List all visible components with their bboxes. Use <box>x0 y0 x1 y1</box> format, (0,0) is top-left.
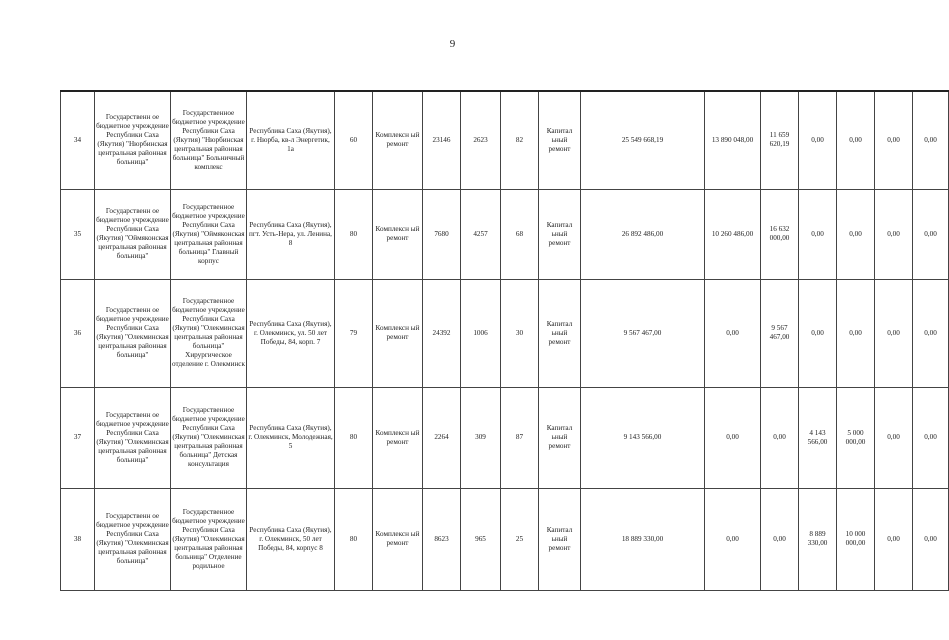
funding-year-2: 0,00 <box>761 488 799 590</box>
funding-year-2: 11 659 620,19 <box>761 91 799 189</box>
funding-year-1: 0,00 <box>705 387 761 488</box>
total-cost: 18 889 330,00 <box>581 488 705 590</box>
total-area: 8623 <box>423 488 461 590</box>
work-type: Комплексн ый ремонт <box>373 387 423 488</box>
object-address: Республика Саха (Якутия), г. Олекминск, Молодежная, 5 <box>247 387 335 488</box>
funding-year-1: 0,00 <box>705 279 761 387</box>
funding-year-2: 16 632 000,00 <box>761 189 799 279</box>
object-name: Государственное бюджетное учреждение Республики Саха (Якутия) "Нюрбинская центральная районная больница" Больничный комплекс <box>171 91 247 189</box>
object-name: Государственное бюджетное учреждение Республики Саха (Якутия) "Олекминская центральная районная больница" Детская консультация <box>171 387 247 488</box>
funding-year-3: 4 143 566,00 <box>799 387 837 488</box>
row-number: 34 <box>61 91 95 189</box>
table-row <box>61 488 949 590</box>
wear-percent: 60 <box>335 91 373 189</box>
total-area: 7680 <box>423 189 461 279</box>
work-type: Комплексн ый ремонт <box>373 488 423 590</box>
repair-kind: Капитал ьный ремонт <box>539 91 581 189</box>
total-area: 24392 <box>423 279 461 387</box>
funding-year-4: 10 000 000,00 <box>837 488 875 590</box>
funding-year-5: 0,00 <box>875 91 913 189</box>
total-area: 23146 <box>423 91 461 189</box>
readiness-percent: 68 <box>501 189 539 279</box>
funding-year-5: 0,00 <box>875 279 913 387</box>
funding-year-6: 0,00 <box>913 189 949 279</box>
funding-year-1: 0,00 <box>705 488 761 590</box>
institution-name: Государственн ое бюджетное учреждение Республики Саха (Якутия) "Нюрбинская центральная районная больница" <box>95 91 171 189</box>
funding-year-1: 10 260 486,00 <box>705 189 761 279</box>
repair-kind: Капитал ьный ремонт <box>539 387 581 488</box>
funding-year-6: 0,00 <box>913 488 949 590</box>
repair-volume: 309 <box>461 387 501 488</box>
total-cost: 9 143 566,00 <box>581 387 705 488</box>
readiness-percent: 87 <box>501 387 539 488</box>
repair-volume: 965 <box>461 488 501 590</box>
object-name: Государственное бюджетное учреждение Республики Саха (Якутия) "Олекминская центральная районная больница" Отделение родильное <box>171 488 247 590</box>
work-type: Комплексн ый ремонт <box>373 91 423 189</box>
row-number: 36 <box>61 279 95 387</box>
wear-percent: 80 <box>335 488 373 590</box>
row-number: 38 <box>61 488 95 590</box>
table-body <box>61 91 949 590</box>
repair-kind: Капитал ьный ремонт <box>539 279 581 387</box>
funding-year-4: 0,00 <box>837 189 875 279</box>
institution-name: Государственн ое бюджетное учреждение Республики Саха (Якутия) "Оймяконская центральная районная больница" <box>95 189 171 279</box>
funding-year-6: 0,00 <box>913 279 949 387</box>
repair-volume: 2623 <box>461 91 501 189</box>
work-type: Комплексн ый ремонт <box>373 189 423 279</box>
table-row <box>61 189 949 279</box>
table-row <box>61 279 949 387</box>
work-type: Комплексн ый ремонт <box>373 279 423 387</box>
funding-year-4: 5 000 000,00 <box>837 387 875 488</box>
repair-program-table <box>60 90 949 591</box>
wear-percent: 80 <box>335 189 373 279</box>
readiness-percent: 25 <box>501 488 539 590</box>
institution-name: Государственн ое бюджетное учреждение Республики Саха (Якутия) "Олекминская центральная районная больница" <box>95 279 171 387</box>
object-address: Республика Саха (Якутия), пгт. Усть-Нера, ул. Ленина, 8 <box>247 189 335 279</box>
funding-year-6: 0,00 <box>913 91 949 189</box>
row-number: 37 <box>61 387 95 488</box>
funding-year-6: 0,00 <box>913 387 949 488</box>
funding-year-3: 0,00 <box>799 189 837 279</box>
funding-year-2: 9 567 467,00 <box>761 279 799 387</box>
object-name: Государственное бюджетное учреждение Республики Саха (Якутия) "Олекминская центральная районная больница" Хирургическое отделение г. Олекминск <box>171 279 247 387</box>
funding-year-5: 0,00 <box>875 189 913 279</box>
repair-kind: Капитал ьный ремонт <box>539 488 581 590</box>
funding-year-3: 0,00 <box>799 279 837 387</box>
wear-percent: 80 <box>335 387 373 488</box>
object-name: Государственное бюджетное учреждение Республики Саха (Якутия) "Оймяконская центральная районная больница" Главный корпус <box>171 189 247 279</box>
readiness-percent: 82 <box>501 91 539 189</box>
row-number: 35 <box>61 189 95 279</box>
wear-percent: 79 <box>335 279 373 387</box>
table-row <box>61 91 949 189</box>
institution-name: Государственн ое бюджетное учреждение Республики Саха (Якутия) "Олекминская центральная районная больница" <box>95 387 171 488</box>
institution-name: Государственн ое бюджетное учреждение Республики Саха (Якутия) "Олекминская центральная районная больница" <box>95 488 171 590</box>
funding-year-3: 0,00 <box>799 91 837 189</box>
table-row <box>61 387 949 488</box>
funding-year-4: 0,00 <box>837 279 875 387</box>
object-address: Республика Саха (Якутия), г. Нюрба, кв-л Энергетик, 1а <box>247 91 335 189</box>
object-address: Республика Саха (Якутия), г. Олекминск, ул. 50 лет Победы, 84, корп. 7 <box>247 279 335 387</box>
total-area: 2264 <box>423 387 461 488</box>
object-address: Республика Саха (Якутия), г. Олекминск, 50 лет Победы, 84, корпус 8 <box>247 488 335 590</box>
repair-kind: Капитал ьный ремонт <box>539 189 581 279</box>
repair-volume: 4257 <box>461 189 501 279</box>
total-cost: 25 549 668,19 <box>581 91 705 189</box>
funding-year-1: 13 890 048,00 <box>705 91 761 189</box>
page-number: 9 <box>449 38 456 50</box>
funding-year-3: 8 889 330,00 <box>799 488 837 590</box>
readiness-percent: 30 <box>501 279 539 387</box>
funding-year-5: 0,00 <box>875 488 913 590</box>
repair-volume: 1006 <box>461 279 501 387</box>
funding-year-2: 0,00 <box>761 387 799 488</box>
funding-year-4: 0,00 <box>837 91 875 189</box>
funding-year-5: 0,00 <box>875 387 913 488</box>
total-cost: 9 567 467,00 <box>581 279 705 387</box>
total-cost: 26 892 486,00 <box>581 189 705 279</box>
